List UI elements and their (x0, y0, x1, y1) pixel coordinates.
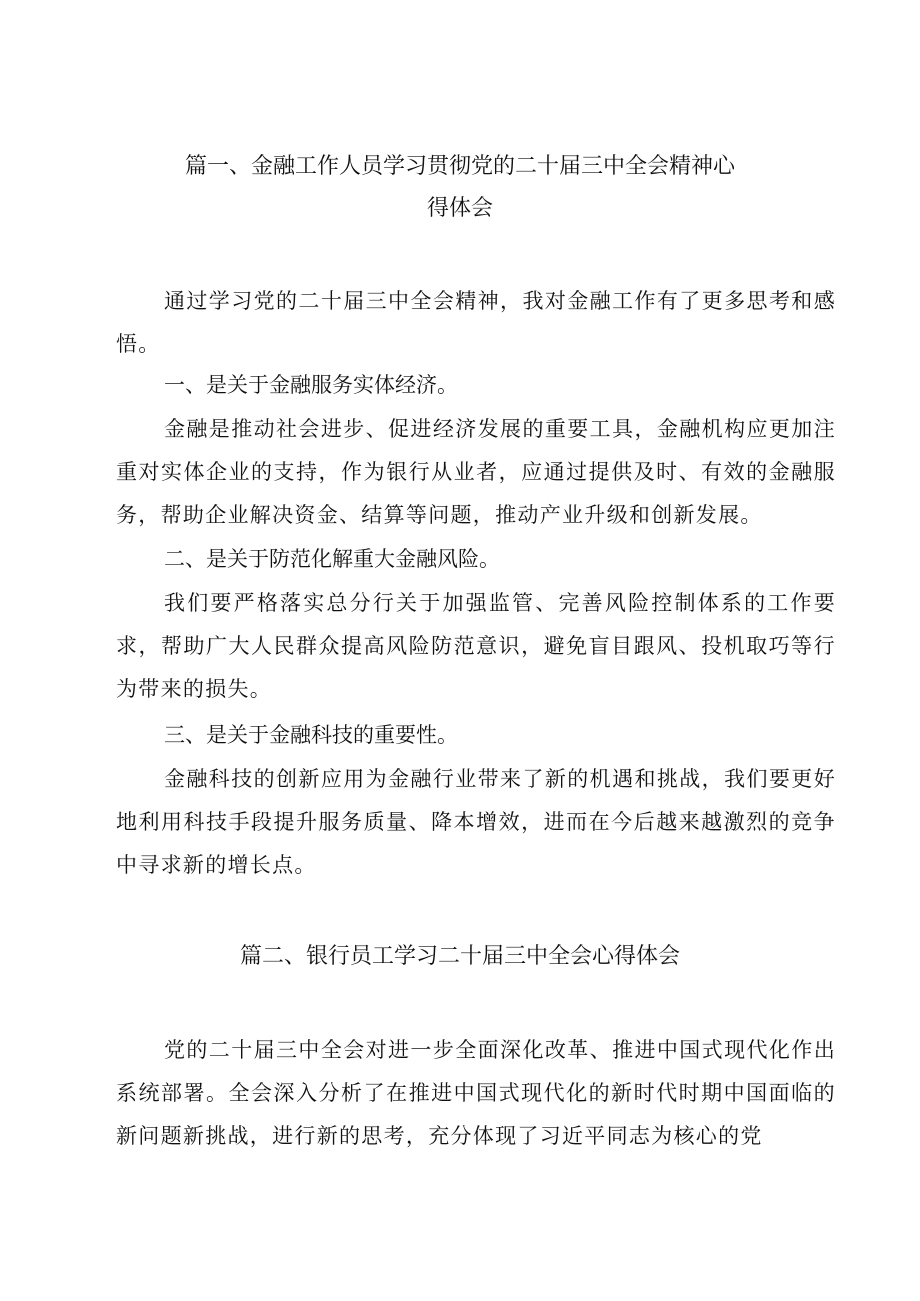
section-1-intro: 通过学习党的二十届三中全会精神，我对金融工作有了更多思考和感悟。 (116, 289, 836, 356)
point-1-body: 金融是推动社会进步、促进经济发展的重要工具，金融机构应更加注重对实体企业的支持，作为银行从业者，应通过提供及时、有效的金融服务，帮助企业解决资金、结算等问题，推动产业升级和创新发展。 (116, 417, 836, 527)
point-2-body: 我们要严格落实总分行关于加强监管、完善风险控制体系的工作要求，帮助广大人民群众提高风险防范意识，避免盲目跟风、投机取巧等行为带来的损失。 (116, 591, 836, 701)
section-1-title-line-1: 篇一、金融工作人员学习贯彻党的二十届三中全会精神心 (184, 154, 735, 179)
point-3-heading: 三、是关于金融科技的重要性。 (164, 723, 458, 747)
section-2-intro: 党的二十届三中全会对进一步全面深化改革、推进中国式现代化作出系统部署。全会深入分析了在推进中国式现代化的新时代时期中国面临的新问题新挑战，进行新的思考，充分体现了习近平同志为核心的党 (116, 1038, 836, 1148)
section-1-title-line-2: 得体会 (426, 196, 493, 221)
point-3-body: 金融科技的创新应用为金融行业带来了新的机遇和挑战，我们要更好地利用科技手段提升服务质量、降本增效，进而在今后越来越激烈的竞争中寻求新的增长点。 (116, 767, 836, 877)
section-2-title (0, 936, 920, 978)
point-1-heading: 一、是关于金融服务实体经济。 (164, 373, 458, 397)
section-2-title-line-1: 篇二、银行员工学习二十届三中全会心得体会 (239, 944, 680, 969)
section-1-title (0, 146, 920, 230)
point-2-heading: 二、是关于防范化解重大金融风险。 (164, 547, 500, 571)
